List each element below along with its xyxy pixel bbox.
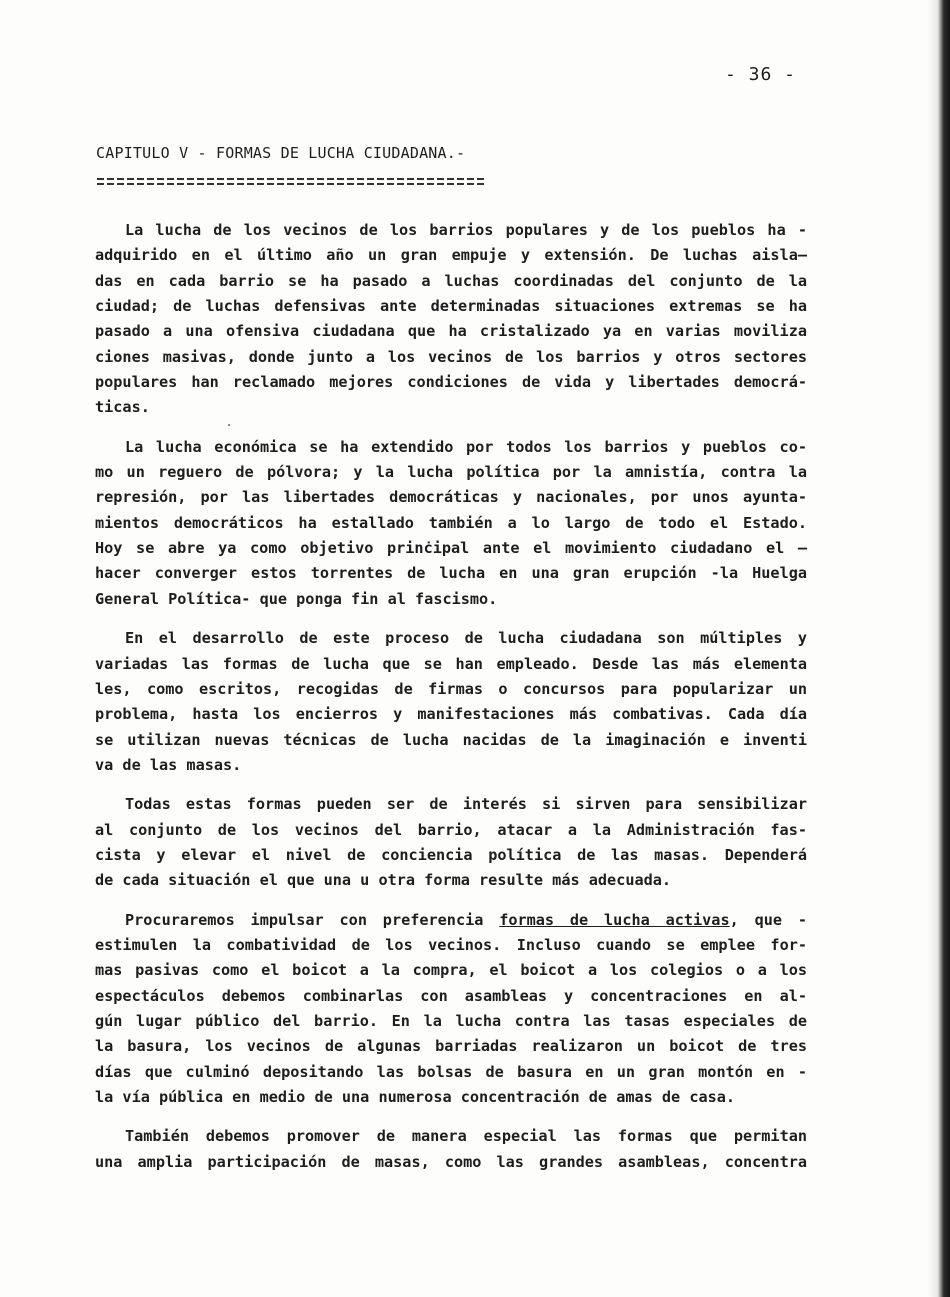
text-line: Todas estas formas pueden ser de interés si sirven para sensibilizar: [125, 795, 807, 814]
text-line: variadas las formas de lucha que se han empleado. Desde las más elementa: [95, 654, 807, 673]
text-line: hacer converger estos torrentes de lucha en una gran erupción -la Huelga: [95, 564, 807, 583]
text-line: cista y elevar el nivel de conciencia política de las masas. Dependerá: [95, 845, 807, 864]
text-line: En el desarrollo de este proceso de lucha ciudadana son múltiples y: [125, 629, 807, 648]
paragraph: [95, 218, 807, 421]
paragraph: [95, 908, 807, 1111]
text-line: espectáculos debemos combinarlas con asambleas y concentraciones en al-: [95, 986, 807, 1005]
text-line: La lucha económica se ha extendido por todos los barrios y pueblos co-: [125, 437, 807, 456]
body-text: [95, 218, 807, 1189]
text-line: das en cada barrio se ha pasado a luchas coordinadas del conjunto de la: [95, 271, 807, 290]
text-line: al conjunto de los vecinos del barrio, atacar a la Administración fas-: [95, 820, 807, 839]
text-line: problema, hasta los encierros y manifestaciones más combativas. Cada día: [95, 705, 807, 724]
text-line: Procuraremos impulsar con preferencia formas de lucha activas, que -: [125, 910, 807, 929]
text-line: la vía pública en medio de una numerosa concentración de amas de casa.: [95, 1088, 736, 1106]
text-line: estimulen la combatividad de los vecinos. Incluso cuando se emplee for-: [95, 935, 807, 954]
text-line: ciudad; de luchas defensivas ante determinadas situaciones extremas se ha: [95, 297, 807, 316]
text-line: una amplia participación de masas, como las grandes asambleas, concentra: [95, 1152, 807, 1171]
text-line: La lucha de los vecinos de los barrios populares y de los pueblos ha -: [125, 221, 807, 239]
text-line: General Política- que ponga fin al fascismo.: [95, 589, 498, 608]
chapter-title: CAPITULO V - FORMAS DE LUCHA CIUDADANA.-: [96, 144, 466, 162]
text-line: va de las masas.: [95, 755, 242, 774]
text-line: días que culminó depositando las bolsas de basura en un gran montón en -: [95, 1062, 807, 1081]
text-line: También debemos promover de manera especial las formas que permitan: [125, 1127, 807, 1146]
page-number: - 36 -: [725, 64, 797, 85]
paragraph: [95, 1124, 807, 1175]
text-line: se utilizan nuevas técnicas de lucha nacidas de la imaginación e inventi: [95, 730, 807, 749]
text-line: ticas.: [95, 398, 150, 417]
text-line: ciones masivas, donde junto a los vecinos de los barrios y otros sectores: [95, 347, 807, 366]
title-underline: [97, 178, 485, 185]
text-line: represión, por las libertades democráticas y nacionales, por unos ayunta-: [95, 488, 807, 507]
underlined-phrase: formas de lucha activas: [499, 910, 730, 929]
text-line: mientos democráticos ha estallado también a lo largo de todo el Estado.: [95, 513, 807, 532]
page-edge-shadow: [928, 0, 950, 1297]
paragraph: [95, 435, 807, 612]
text-line: la basura, los vecinos de algunas barriadas realizaron un boicot de tres: [95, 1037, 807, 1056]
text-line: Hoy se abre ya como objetivo prinċipal ante el movimiento ciudadano el —: [95, 539, 807, 558]
paper-speck: [228, 424, 230, 426]
text-line: de cada situación el que una u otra forma resulte más adecuada.: [95, 871, 672, 890]
text-line: gún lugar público del barrio. En la lucha contra las tasas especiales de: [95, 1011, 807, 1030]
paragraph: [95, 626, 807, 778]
text-line: mas pasivas como el boicot a la compra, el boicot a los colegios o a los: [95, 961, 807, 980]
paragraph: [95, 792, 807, 893]
text-line: populares han reclamado mejores condiciones de vida y libertades democrá-: [95, 373, 807, 392]
text-line: pasado a una ofensiva ciudadana que ha cristalizado ya en varias moviliza: [95, 322, 807, 341]
text-line: adquirido en el último año un gran empuje y extensión. De luchas aisla—: [95, 246, 807, 265]
text-line: les, como escritos, recogidas de firmas o concursos para popularizar un: [95, 679, 807, 698]
text-line: mo un reguero de pólvora; y la lucha política por la amnistía, contra la: [95, 463, 807, 482]
